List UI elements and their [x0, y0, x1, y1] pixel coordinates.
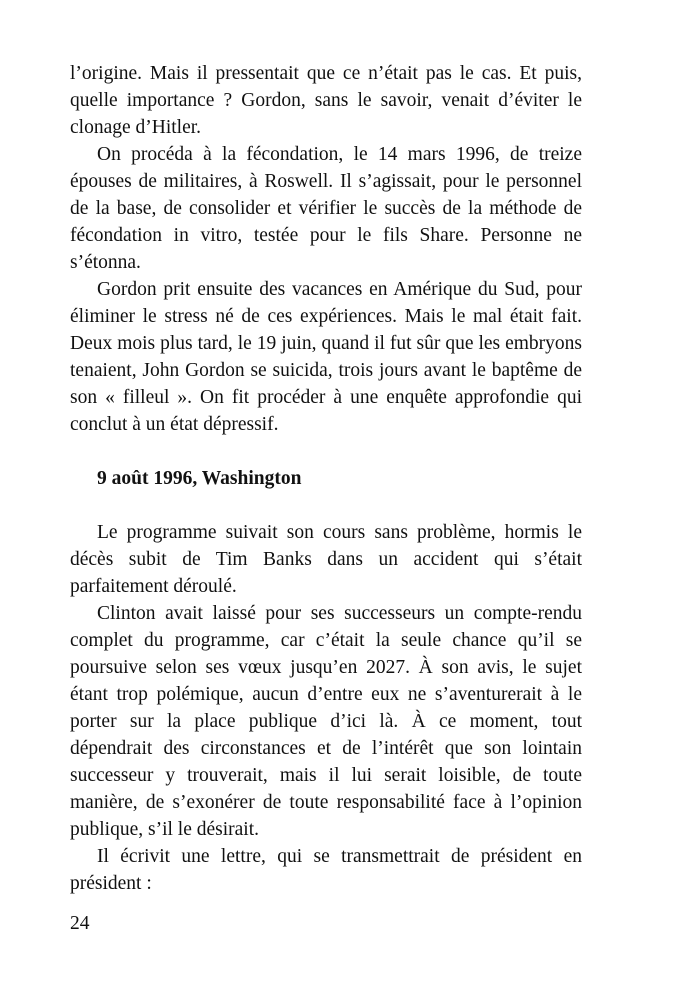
- page-number: 24: [70, 913, 90, 934]
- paragraph: Le programme suivait son cours sans problème, hormis le décès subit de Tim Banks dans un accident qui s’était parfaitement déroulé.: [70, 522, 582, 597]
- paragraph: Il écrivit une lettre, qui se transmettrait de président en président :: [70, 846, 582, 894]
- paragraph: Gordon prit ensuite des vacances en Amérique du Sud, pour éliminer le stress né de ces expériences. Mais le mal était fait. Deux mois plus tard, le 19 juin, quand il fut sûr que les embryons tenaient, John Gordon se suicida, trois jours avant le baptême de son « filleul ». On fit procéder à une enquête approfondie qui conclut à un état dépressif.: [70, 279, 582, 435]
- paragraph: Clinton avait laissé pour ses successeurs un compte-rendu complet du programme, car c’était la seule chance qu’il se poursuive selon ses vœux jusqu’en 2027. À son avis, le sujet étant trop polémique, aucun d’entre eux ne s’aventurerait à le porter sur la place publique d’ici là. À ce moment, tout dépendrait des circonstances et de l’intérêt que son lointain successeur y trouverait, mais il lui serait loisible, de toute manière, de s’exonérer de toute responsabilité face à l’opinion publique, s’il le désirait.: [70, 603, 582, 840]
- paragraph: On procéda à la fécondation, le 14 mars 1996, de treize épouses de militaires, à Roswell. Il s’agissait, pour le personnel de la base, de consolider et vérifier le succès de la méthode de fécondation in vitro, testée pour le fils Share. Personne ne s’étonna.: [70, 144, 582, 273]
- section-heading: 9 août 1996, Washington: [97, 468, 302, 489]
- page-body: [70, 60, 582, 897]
- paragraph: l’origine. Mais il pressentait que ce n’était pas le cas. Et puis, quelle importance ? Gordon, sans le savoir, venait d’éviter le clonage d’Hitler.: [70, 63, 582, 138]
